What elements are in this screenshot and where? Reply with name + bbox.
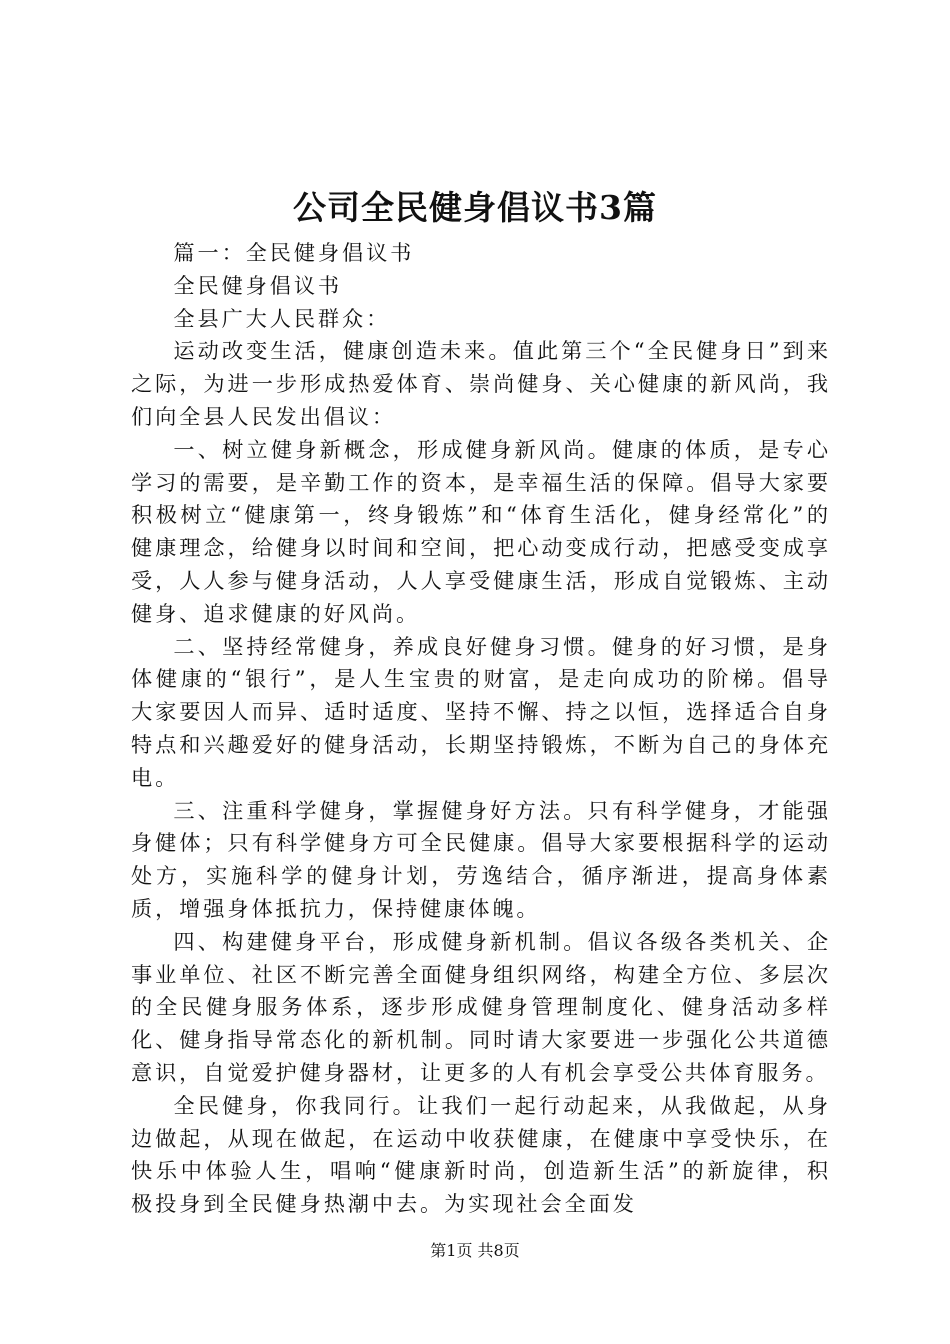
paragraph: 四、构建健身平台，形成健身新机制。倡议各级各类机关、企事业单位、社区不断完善全面健身组织网络，构建全方位、多层次的全民健身服务体系，逐步形成健身管理制度化、健身活动多样化、健身指导常态化的新机制。同时请大家要进一步强化公共道德意识，自觉爱护健身器材，让更多的人有机会享受公共体育服务。	[131, 928, 831, 1085]
paragraph: 运动改变生活，健康创造未来。值此第三个“全民健身日”到来之际，为进一步形成热爱体育、崇尚健身、关心健康的新风尚，我们向全县人民发出倡议：	[131, 338, 831, 429]
page-number-footer: 第1页 共8页	[430, 1241, 520, 1260]
salutation: 全县广大人民群众：	[173, 305, 391, 331]
letter-title: 全民健身倡议书	[173, 272, 343, 298]
paragraph: 二、坚持经常健身，养成良好健身习惯。健身的好习惯，是身体健康的“银行”，是人生宝贵的财富，是走向成功的阶梯。倡导大家要因人而异、适时适度、坚持不懈、持之以恒，选择适合自身特点和兴趣爱好的健身活动，长期坚持锻炼，不断为自己的身体充电。	[131, 633, 831, 790]
paragraph: 一、树立健身新概念，形成健身新风尚。健康的体质，是专心学习的需要，是辛勤工作的资本，是幸福生活的保障。倡导大家要积极树立“健康第一，终身锻炼”和“体育生活化，健身经常化”的健康理念，给健身以时间和空间，把心动变成行动，把感受变成享受，人人参与健身活动，人人享受健康生活，形成自觉锻炼、主动健身、追求健康的好风尚。	[131, 436, 831, 626]
paragraph: 三、注重科学健身，掌握健身好方法。只有科学健身，才能强身健体；只有科学健身方可全民健康。倡导大家要根据科学的运动处方，实施科学的健身计划，劳逸结合，循序渐进，提高身体素质，增强身体抵抗力，保持健康体魄。	[131, 797, 831, 921]
paragraph: 全民健身，你我同行。让我们一起行动起来，从我做起，从身边做起，从现在做起，在运动中收获健康，在健康中享受快乐，在快乐中体验人生，唱响“健康新时尚，创造新生活”的新旋律，积极投身到全民健身热潮中去。为实现社会全面发	[131, 1092, 831, 1217]
section-heading: 篇一：全民健身倡议书	[173, 240, 415, 265]
document-body	[131, 237, 831, 1221]
document-title: 公司全民健身倡议书3篇	[293, 188, 657, 227]
